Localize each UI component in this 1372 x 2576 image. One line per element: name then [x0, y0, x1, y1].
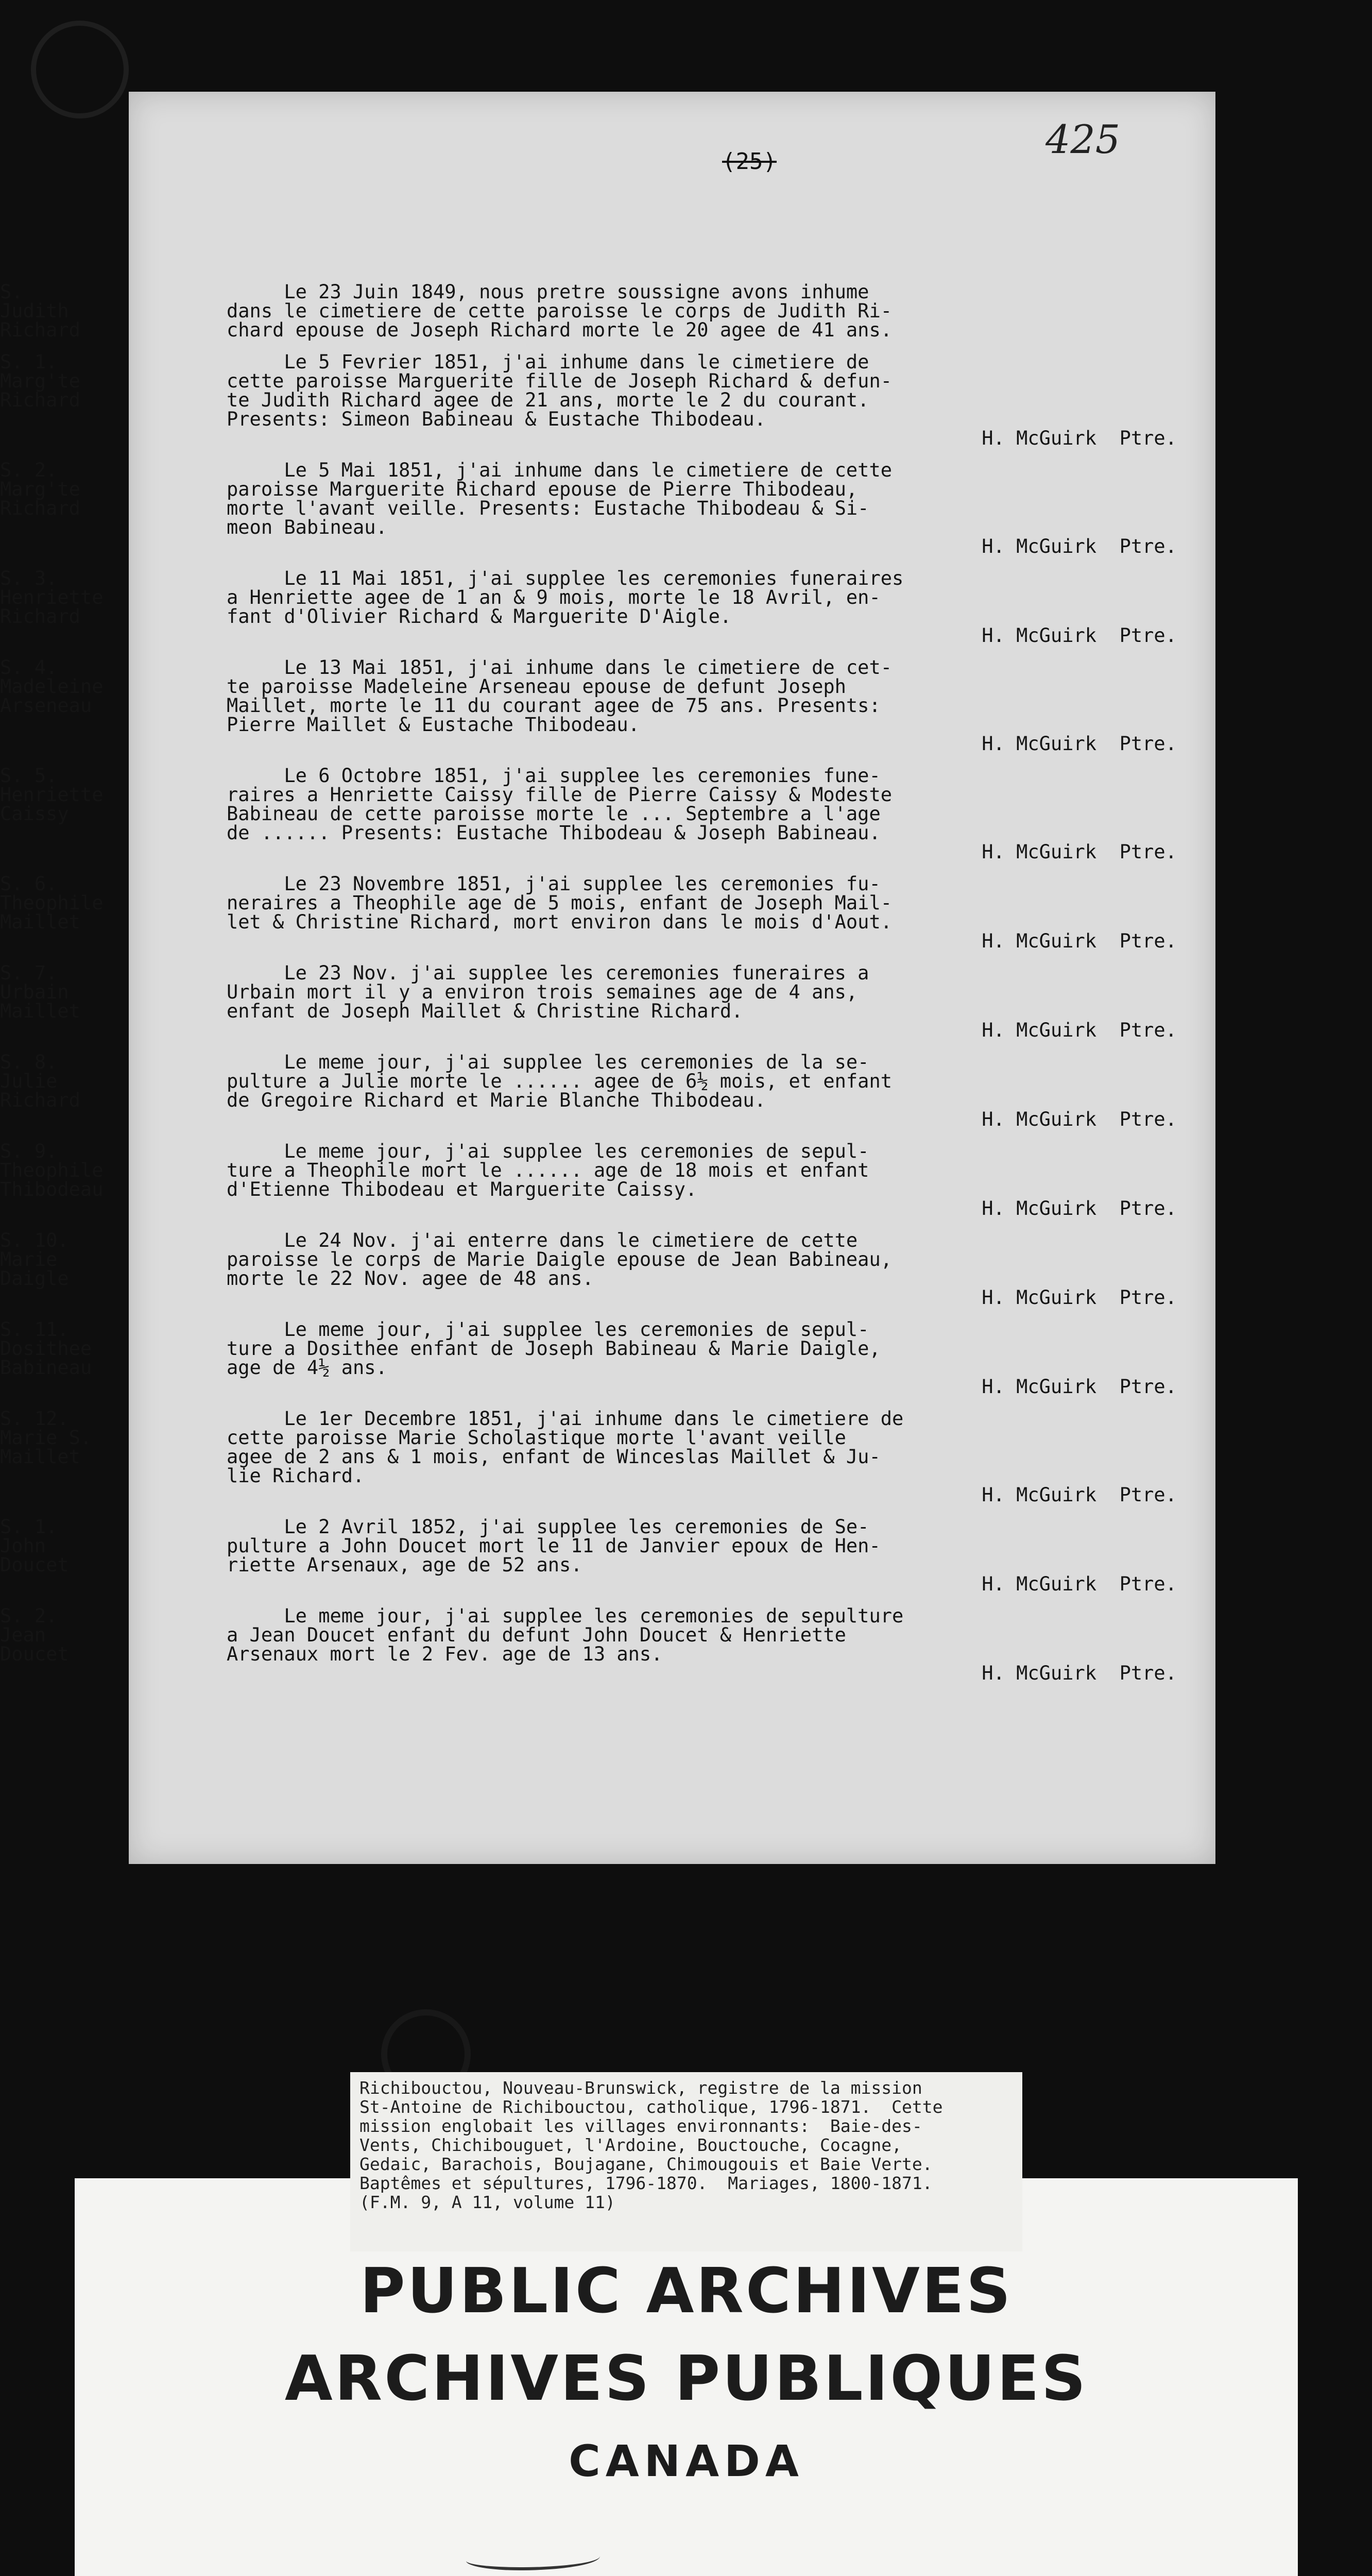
margin-note-line: Judith — [0, 300, 69, 322]
priest-signature: H. McGuirk Ptre. — [982, 1376, 1177, 1398]
entry-text-line: let & Christine Richard, mort environ dans le mois d'Aout. — [227, 911, 893, 933]
entry-text-line: cette paroisse Marie Scholastique morte l'avant veille — [227, 1427, 846, 1449]
margin-note-line: Theophile — [0, 892, 104, 914]
entry-text — [227, 963, 1185, 1040]
entry-text-line: de Gregoire Richard et Marie Blanche Thibodeau. — [227, 1089, 766, 1111]
margin-note-line: Marg'te — [0, 478, 80, 500]
entry-text-line: Le meme jour, j'ai supplee les ceremonies de sepul- — [227, 1318, 869, 1341]
entry-text-line: Le 23 Juin 1849, nous pretre soussigne avons inhume — [227, 281, 869, 303]
margin-note-line: S. 12. — [0, 1408, 69, 1430]
entry-text-line: paroisse le corps de Marie Daigle epouse de Jean Babineau, — [227, 1248, 893, 1270]
priest-signature: H. McGuirk Ptre. — [982, 1662, 1177, 1684]
entry-text-line: pulture a Julie morte le ...... agee de 6½ mois, et enfant — [227, 1070, 893, 1092]
pen-stroke — [466, 2547, 600, 2570]
stamp-line-canada: CANADA — [569, 2436, 804, 2486]
margin-note-line: Marie S. — [0, 1427, 92, 1449]
burial-entry — [0, 281, 1185, 341]
margin-note-line: Marie — [0, 1248, 58, 1270]
entry-margin-note — [0, 569, 129, 626]
entry-text-line: te paroisse Madeleine Arseneau epouse de defunt Joseph — [227, 675, 846, 698]
label-line: Vents, Chichibouguet, l'Ardoine, Bouctouche, Cocagne, — [359, 2135, 902, 2155]
entry-text-line: Le meme jour, j'ai supplee les ceremonies de sepul- — [227, 1140, 869, 1162]
entry-margin-note — [0, 1517, 129, 1574]
entry-text-line: riette Arsenaux, age de 52 ans. — [227, 1554, 582, 1576]
margin-note-line: Maillet — [0, 1446, 80, 1468]
folio-number: 425 — [1045, 116, 1121, 162]
burial-entry — [0, 459, 1185, 557]
margin-note-line: S. 11. — [0, 1318, 69, 1341]
burial-entry — [0, 765, 1185, 863]
margin-note-line: Richard — [0, 319, 80, 341]
entry-text-line: Le 1er Decembre 1851, j'ai inhume dans le cimetiere de — [227, 1408, 904, 1430]
page-number: (25) — [722, 148, 777, 175]
label-line: (F.M. 9, A 11, volume 11) — [359, 2192, 615, 2212]
entry-margin-note — [0, 352, 129, 410]
priest-signature: H. McGuirk Ptre. — [982, 733, 1177, 755]
entry-text-line: Presents: Simeon Babineau & Eustache Thibodeau. — [227, 408, 766, 430]
entry-text — [227, 352, 1185, 448]
margin-note-line: Doucet — [0, 1643, 69, 1665]
entry-margin-note — [0, 1409, 129, 1466]
margin-note-line: Richard — [0, 389, 80, 411]
entry-text-line: fant d'Olivier Richard & Marguerite D'Aigle. — [227, 605, 732, 628]
label-line: Baptêmes et sépultures, 1796-1870. Mariages, 1800-1871. — [359, 2173, 933, 2193]
label-line: St-Antoine de Richibouctou, catholique, 1796-1871. Cette — [359, 2097, 943, 2117]
entry-margin-note — [0, 1320, 129, 1377]
entry-text-line: Le 13 Mai 1851, j'ai inhume dans le cimetiere de cet- — [227, 656, 893, 679]
margin-note-line: Henriette — [0, 784, 104, 806]
margin-note-line: Urbain — [0, 981, 69, 1003]
entry-text-line: age de 4½ ans. — [227, 1357, 387, 1379]
label-line: mission englobait les villages environnants: Baie-des- — [359, 2116, 922, 2136]
collection-label — [350, 2072, 1022, 2251]
entry-margin-note — [0, 658, 129, 715]
entry-text-line: lie Richard. — [227, 1465, 365, 1487]
burial-entry — [0, 1318, 1185, 1398]
burial-entries — [0, 281, 1185, 1696]
margin-note-line: S. 8. — [0, 1051, 58, 1073]
stamp-line-archives-publiques: ARCHIVES PUBLIQUES — [284, 2343, 1088, 2415]
margin-note-line: Maillet — [0, 911, 80, 933]
entry-margin-note — [0, 1053, 129, 1110]
priest-signature: H. McGuirk Ptre. — [982, 841, 1177, 863]
label-line: Gedaic, Barachois, Boujagane, Chimougouis et Baie Verte. — [359, 2154, 933, 2174]
margin-note-line: Thibodeau — [0, 1178, 104, 1200]
entry-text-line: Le meme jour, j'ai supplee les ceremonies de la se- — [227, 1051, 869, 1073]
priest-signature: H. McGuirk Ptre. — [982, 427, 1177, 449]
entry-text-line: Pierre Maillet & Eustache Thibodeau. — [227, 714, 640, 736]
margin-note-line: S. 7. — [0, 962, 58, 984]
entry-text — [227, 766, 1185, 861]
entry-text-line: cette paroisse Marguerite fille de Joseph Richard & defun- — [227, 370, 893, 392]
margin-note-line: Arseneau — [0, 694, 92, 717]
burial-entry — [0, 567, 1185, 647]
priest-signature: H. McGuirk Ptre. — [982, 535, 1177, 557]
burial-entry — [0, 1605, 1185, 1684]
entry-margin-note — [0, 1142, 129, 1199]
margin-note-line: Richard — [0, 497, 80, 519]
entry-text-line: pulture a John Doucet mort le 11 de Janvier epoux de Hen- — [227, 1535, 881, 1557]
entry-text-line: Le 23 Nov. j'ai supplee les ceremonies funeraires a — [227, 962, 869, 984]
entry-margin-note — [0, 1231, 129, 1288]
entry-text-line: Le meme jour, j'ai supplee les ceremonies de sepulture — [227, 1605, 904, 1627]
entry-text — [227, 1142, 1185, 1218]
entry-margin-note — [0, 461, 129, 518]
priest-signature: H. McGuirk Ptre. — [982, 1019, 1177, 1041]
entry-text — [227, 569, 1185, 645]
entry-text — [227, 1409, 1185, 1504]
margin-note-line: S. 4. — [0, 656, 58, 679]
margin-note-line: Babineau — [0, 1357, 92, 1379]
entry-text-line: Maillet, morte le 11 du courant agee de 75 ans. Presents: — [227, 694, 881, 717]
margin-note-line: Caissy — [0, 803, 69, 825]
entry-text-line: paroisse Marguerite Richard epouse de Pierre Thibodeau, — [227, 478, 858, 500]
entry-text-line: Arsenaux mort le 2 Fev. age de 13 ans. — [227, 1643, 663, 1665]
margin-note-line: Daigle — [0, 1267, 69, 1290]
entry-text-line: raires a Henriette Caissy fille de Pierre Caissy & Modeste — [227, 784, 893, 806]
entry-text-line: neraires a Theophile age de 5 mois, enfant de Joseph Mail- — [227, 892, 893, 914]
entry-text-line: de ...... Presents: Eustache Thibodeau & Joseph Babineau. — [227, 822, 881, 844]
entry-text-line: a Jean Doucet enfant du defunt John Doucet & Henriette — [227, 1624, 846, 1646]
entry-text-line: Le 5 Mai 1851, j'ai inhume dans le cimetiere de cette — [227, 459, 893, 481]
entry-margin-note — [0, 766, 129, 823]
entry-text-line: dans le cimetiere de cette paroisse le corps de Judith Ri- — [227, 300, 893, 322]
burial-entry — [0, 1140, 1185, 1219]
entry-text — [227, 874, 1185, 951]
entry-text-line: enfant de Joseph Maillet & Christine Richard. — [227, 1000, 743, 1022]
entry-text — [227, 461, 1185, 556]
margin-note-line: S. 5. — [0, 765, 58, 787]
burial-entry — [0, 1408, 1185, 1506]
entry-text-line: Le 23 Novembre 1851, j'ai supplee les ceremonies fu- — [227, 873, 881, 895]
margin-note-line: Jean — [0, 1624, 46, 1646]
entry-margin-note — [0, 282, 129, 340]
margin-note-line: Theophile — [0, 1159, 104, 1181]
margin-note-line: Madeleine — [0, 675, 104, 698]
entry-text-line: te Judith Richard agee de 21 ans, morte le 2 du courant. — [227, 389, 869, 411]
burial-entry — [0, 1051, 1185, 1130]
entry-text — [227, 1320, 1185, 1396]
entry-text-line: d'Etienne Thibodeau et Marguerite Caissy. — [227, 1178, 697, 1200]
margin-note-line: Henriette — [0, 586, 104, 608]
priest-signature: H. McGuirk Ptre. — [982, 1197, 1177, 1219]
margin-note-line: Maillet — [0, 1000, 80, 1022]
margin-note-line: S. 2. — [0, 459, 58, 481]
entry-text-line: Le 24 Nov. j'ai enterre dans le cimetiere de cette — [227, 1229, 858, 1251]
entry-margin-note — [0, 874, 129, 931]
margin-note-line: S. 9. — [0, 1140, 58, 1162]
entry-text-line: Urbain mort il y a environ trois semaines age de 4 ans, — [227, 981, 858, 1003]
entry-margin-note — [0, 963, 129, 1021]
burial-entry — [0, 656, 1185, 755]
priest-signature: H. McGuirk Ptre. — [982, 1484, 1177, 1506]
film-reel-mark — [31, 21, 129, 118]
margin-note-line: S. 1. — [0, 351, 58, 373]
entry-text — [227, 282, 1185, 340]
margin-note-line: Richard — [0, 1089, 80, 1111]
margin-note-line: John — [0, 1535, 46, 1557]
margin-note-line: S. 3. — [0, 567, 58, 589]
margin-note-line: Marg'te — [0, 370, 80, 392]
burial-entry — [0, 1516, 1185, 1595]
margin-note-line: Richard — [0, 605, 80, 628]
entry-text-line: morte l'avant veille. Presents: Eustache Thibodeau & Si- — [227, 497, 869, 519]
priest-signature: H. McGuirk Ptre. — [982, 624, 1177, 647]
margin-note-line: S. 10. — [0, 1229, 69, 1251]
priest-signature: H. McGuirk Ptre. — [982, 1573, 1177, 1595]
margin-note-line: S. 6. — [0, 873, 58, 895]
entry-text — [227, 1053, 1185, 1129]
entry-text-line: morte le 22 Nov. agee de 48 ans. — [227, 1267, 594, 1290]
entry-text-line: Le 5 Fevrier 1851, j'ai inhume dans le cimetiere de — [227, 351, 869, 373]
stamp-line-public-archives: PUBLIC ARCHIVES — [359, 2256, 1013, 2327]
entry-text — [227, 658, 1185, 753]
entry-text-line: Le 2 Avril 1852, j'ai supplee les ceremonies de Se- — [227, 1516, 869, 1538]
entry-text-line: chard epouse de Joseph Richard morte le 20 agee de 41 ans. — [227, 319, 893, 341]
burial-entry — [0, 1229, 1185, 1309]
margin-note-line: Julie — [0, 1070, 58, 1092]
margin-note-line: Doucet — [0, 1554, 69, 1576]
entry-text — [227, 1606, 1185, 1683]
entry-text — [227, 1231, 1185, 1307]
burial-entry — [0, 351, 1185, 449]
entry-text-line: agee de 2 ans & 1 mois, enfant de Winceslas Maillet & Ju- — [227, 1446, 881, 1468]
priest-signature: H. McGuirk Ptre. — [982, 1286, 1177, 1309]
label-line: Richibouctou, Nouveau-Brunswick, registre de la mission — [359, 2078, 922, 2098]
entry-text-line: meon Babineau. — [227, 516, 387, 538]
entry-text-line: Le 11 Mai 1851, j'ai supplee les ceremonies funeraires — [227, 567, 904, 589]
priest-signature: H. McGuirk Ptre. — [982, 930, 1177, 952]
entry-text — [227, 1517, 1185, 1594]
burial-entry — [0, 873, 1185, 952]
entry-text-line: ture a Dosithee enfant de Joseph Babineau & Marie Daigle, — [227, 1337, 881, 1360]
entry-text-line: ture a Theophile mort le ...... age de 18 mois et enfant — [227, 1159, 869, 1181]
entry-text-line: a Henriette agee de 1 an & 9 mois, morte le 18 Avril, en- — [227, 586, 881, 608]
margin-note-line: S. 1. — [0, 1516, 58, 1538]
entry-text-line: Le 6 Octobre 1851, j'ai supplee les ceremonies fune- — [227, 765, 881, 787]
burial-entry — [0, 962, 1185, 1041]
entry-margin-note — [0, 1606, 129, 1664]
margin-note-line: S. — [0, 281, 23, 303]
margin-note-line: Dosithee — [0, 1337, 92, 1360]
priest-signature: H. McGuirk Ptre. — [982, 1108, 1177, 1130]
entry-text-line: Babineau de cette paroisse morte le ... Septembre a l'age — [227, 803, 881, 825]
margin-note-line: S. 2. — [0, 1605, 58, 1627]
